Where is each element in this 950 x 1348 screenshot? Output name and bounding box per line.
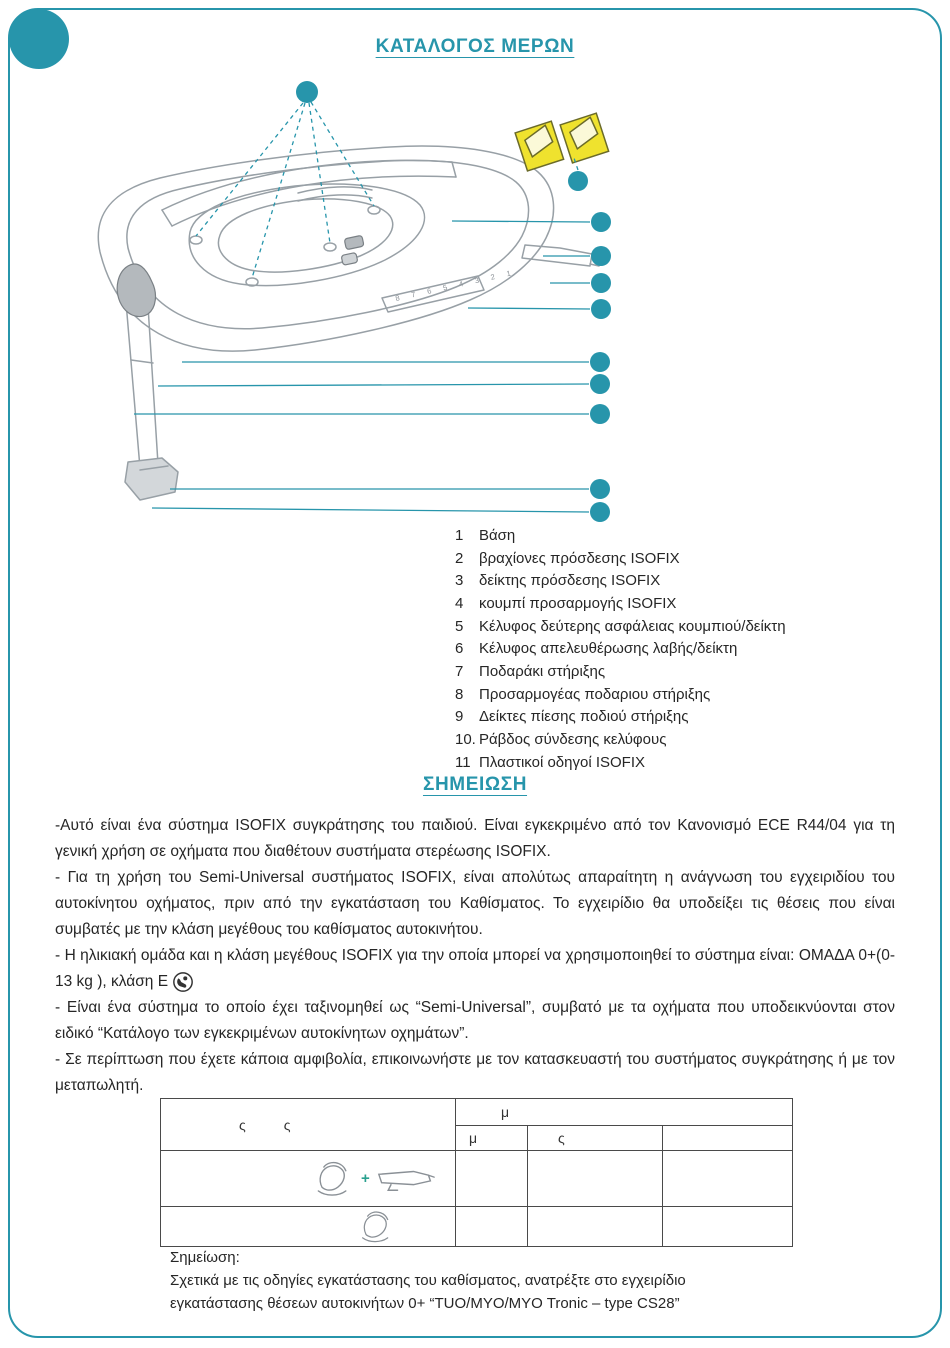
- notes-heading: ΣΗΜΕΙΩΣΗ: [422, 774, 528, 795]
- part-item: [455, 706, 786, 729]
- callout-dot: [590, 502, 610, 522]
- part-number: 3: [455, 572, 464, 590]
- part-item: [455, 547, 786, 570]
- callout-dot: [591, 212, 611, 232]
- table-cell-empty: [528, 1207, 663, 1247]
- table-header-left-text-b: ς: [283, 1116, 291, 1133]
- part-label: Βάση: [479, 526, 516, 544]
- part-number: 2: [455, 549, 464, 567]
- part-number: 5: [455, 617, 464, 635]
- callout-dot: [296, 81, 318, 103]
- footnote-line: εγκατάστασης θέσεων αυτοκινήτων 0+ “TUO/MYO/MYO Tronic – type CS28”: [170, 1295, 680, 1312]
- part-item: [455, 751, 786, 774]
- part-number: 9: [455, 708, 464, 726]
- callout-lines: [134, 102, 590, 512]
- part-number: 4: [455, 594, 464, 612]
- parts-diagram: [0, 0, 950, 525]
- footnote-line: Σχετικά με τις οδηγίες εγκατάστασης του καθίσματος, ανατρέξτε στο εγχειρίδιο: [170, 1272, 686, 1289]
- part-item: [455, 637, 786, 660]
- table-subheader-2: ς: [528, 1126, 663, 1151]
- table-cell-empty: [456, 1151, 528, 1207]
- part-item: [455, 683, 786, 706]
- parts-list: [455, 524, 786, 774]
- note-paragraph-text: - Η ηλικιακή ομάδα και η κλάση μεγέθους ISOFIX για την οποία μπορεί να χρησιμοποιηθεί το σύστημα είναι: ΟΜΑΔΑ 0+(0-13 kg ), κλάση E: [55, 947, 895, 990]
- part-label: Ράβδος σύνδεσης κελύφους: [479, 731, 667, 749]
- part-item: [455, 615, 786, 638]
- table-subheader-3: [663, 1126, 793, 1151]
- part-item: [455, 592, 786, 615]
- callout-dot: [590, 374, 610, 394]
- part-item: [455, 728, 786, 751]
- table-row-seat-only: [161, 1207, 456, 1247]
- table-cell-empty: [663, 1151, 793, 1207]
- infant-carrier-image: [311, 1159, 355, 1199]
- callout-dot: [591, 246, 611, 266]
- page-title: ΚΑΤΑΛΟΓΟΣ ΜΕΡΩΝ: [375, 36, 575, 57]
- base-image: [376, 1165, 436, 1193]
- table-row-seat-with-base: [161, 1151, 456, 1207]
- part-number: 7: [455, 662, 464, 680]
- note-paragraph: - Σε περίπτωση που έχετε κάποια αμφιβολία, επικοινωνήστε με τον κατασκευαστή του συστήματος συγκράτησης ή με τον μεταπωλητή.: [55, 1051, 895, 1094]
- footnote: [170, 1246, 810, 1315]
- table-cell-empty: [663, 1207, 793, 1247]
- note-paragraph: - Για τη χρήση του Semi-Universal συστήματος ISOFIX, είναι απολύτως απαραίτητη η ανάγνωση του εγχειριδίου του αυτοκίνητου οχήματος, πριν από την εγκατάσταση του Καθίσματος. Το εγχειρίδιο θα υποδείξει τις θέσεις που είναι συμβατές με την κλάση μεγέθους του καθίσματος αυτοκινήτου.: [55, 869, 895, 938]
- callout-dot: [591, 299, 611, 319]
- part-label: Πλαστικοί οδηγοί ISOFIX: [479, 753, 646, 771]
- support-leg-drawing: [125, 302, 178, 500]
- part-number: 6: [455, 640, 464, 658]
- part-label: Κέλυφος απελευθέρωσης λαβής/δείκτη: [479, 640, 738, 658]
- part-label: βραχίονες πρόσδεσης ISOFIX: [479, 549, 680, 567]
- part-label: Προσαρμογέας ποδαριου στήριξης: [479, 685, 711, 703]
- table-header-left: [161, 1099, 456, 1151]
- callout-dot: [590, 404, 610, 424]
- plastic-guides-drawing: [515, 113, 609, 171]
- callout-dot: [568, 171, 588, 191]
- notes-body: [55, 813, 895, 1099]
- part-number: 1: [455, 526, 464, 544]
- callout-dot: [590, 352, 610, 372]
- release-handle-drawing: [117, 235, 364, 316]
- footnote-label: Σημείωση:: [170, 1249, 240, 1266]
- part-label: Δείκτες πίεσης ποδιού στήριξης: [479, 708, 689, 726]
- table-header-left-text-a: ς: [239, 1116, 246, 1133]
- table-cell-empty: [528, 1151, 663, 1207]
- part-label: Κέλυφος δεύτερης ασφάλειας κουμπιού/δείκτη: [479, 617, 786, 635]
- part-number: 8: [455, 685, 464, 703]
- plus-icon: +: [361, 1170, 370, 1187]
- note-paragraph: - Είναι ένα σύστημα το οποίο έχει ταξινομηθεί ως “Semi-Universal”, συμβατό με τα οχήματα που υποδεικνύονται στον ειδικό “Κατάλογο των εγκεκριμένων αυτοκίνητων οχημάτων”.: [55, 999, 895, 1042]
- part-number: 11: [455, 753, 471, 771]
- part-item: [455, 524, 786, 547]
- part-label: Ποδαράκι στήριξης: [479, 662, 606, 680]
- callout-dot: [590, 479, 610, 499]
- infant-carrier-image: [356, 1209, 396, 1245]
- table-cell-empty: [456, 1207, 528, 1247]
- part-number: 10.: [455, 731, 476, 749]
- part-label: κουμπί προσαρμογής ISOFIX: [479, 594, 677, 612]
- note-paragraph: -Αυτό είναι ένα σύστημα ISOFIX συγκράτησης του παιδιού. Είναι εγκεκριμένο από τον Κανονισμό ECE R44/04 για τη γενική χρήση σε οχήματα που διαθέτουν συστήματα στερέωσης ISOFIX.: [55, 817, 895, 860]
- installation-table: [160, 1098, 793, 1247]
- table-subheader-1: μ: [456, 1126, 528, 1151]
- baby-seat-icon: [172, 971, 194, 993]
- table-header-span: [456, 1099, 793, 1126]
- part-item: [455, 660, 786, 683]
- part-item: [455, 569, 786, 592]
- note-paragraph: [55, 943, 895, 995]
- callout-dot: [591, 273, 611, 293]
- adjuster-scale-numbers: 8 7 6 5 4 3 2 1: [394, 267, 517, 303]
- part-label: δείκτης πρόσδεσης ISOFIX: [479, 572, 661, 590]
- table-header-span-text: μ: [501, 1104, 510, 1120]
